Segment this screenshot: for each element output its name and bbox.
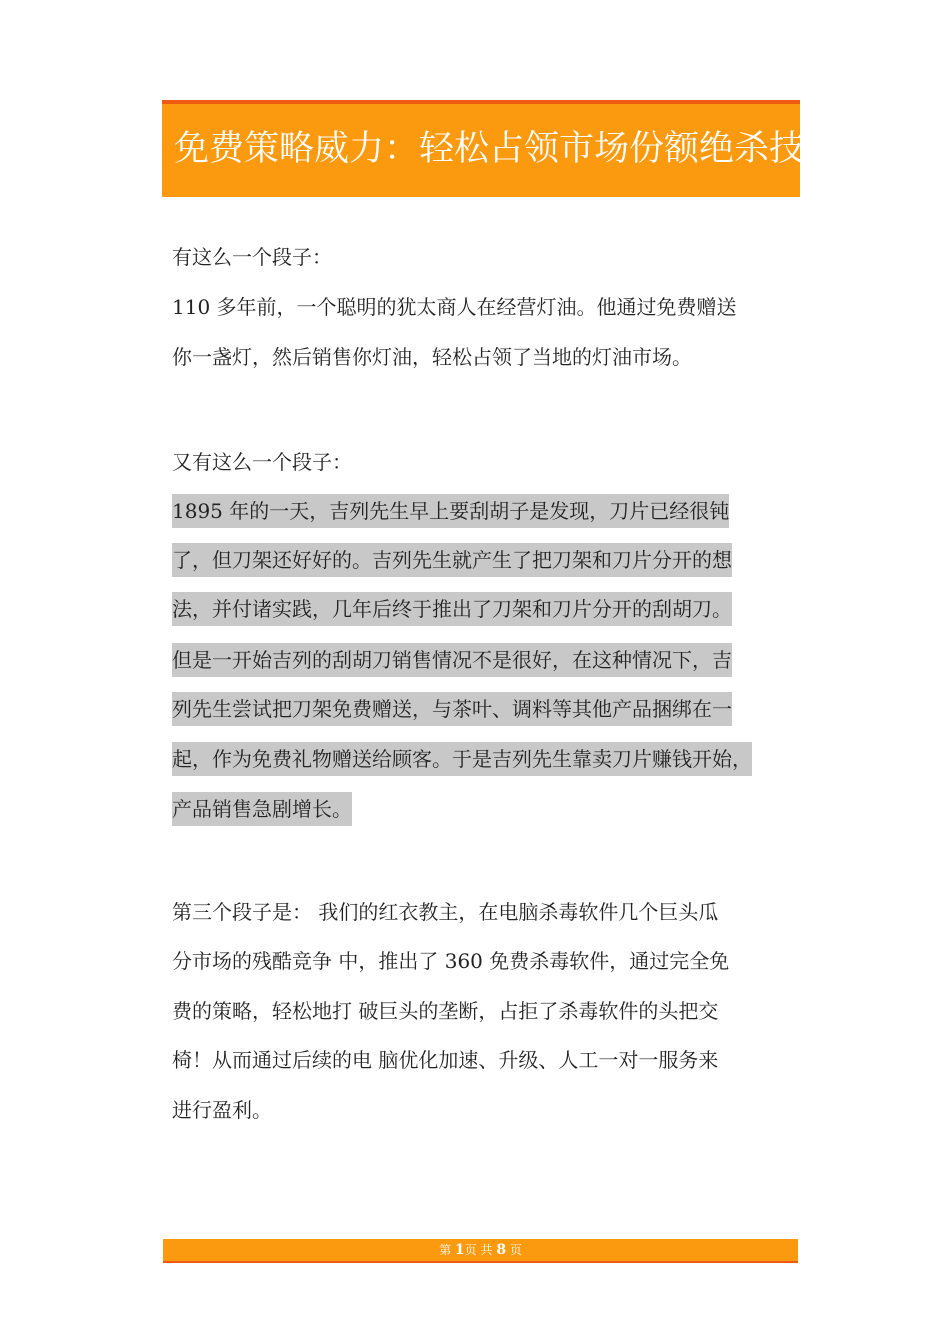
- paragraph-line: 第三个段子是： 我们的红衣教主，在电脑杀毒软件几个巨头瓜: [172, 900, 719, 924]
- current-page-number: 1: [454, 1242, 465, 1258]
- paragraph-line: 进行盈利。: [172, 1098, 272, 1122]
- highlighted-line: 但是一开始吉列的刮胡刀销售情况不是很好，在这种情况下，吉: [172, 643, 732, 677]
- title-banner: [162, 100, 805, 197]
- highlighted-line: 起，作为免费礼物赠送给顾客。于是吉列先生靠卖刀片赚钱开始，: [172, 742, 752, 776]
- paragraph-line: 费的策略，轻松地打 破巨头的垄断，占拒了杀毒软件的头把交: [172, 999, 719, 1023]
- paragraph-line: 110 多年前，一个聪明的犹太商人在经营灯油。他通过免费赠送: [172, 295, 737, 319]
- page-footer: [163, 1239, 798, 1263]
- paragraph-line: 分市场的残酷竞争 中，推出了 360 免费杀毒软件，通过完全免: [172, 949, 730, 973]
- total-pages-number: 8: [496, 1242, 507, 1258]
- highlighted-line: 产品销售急剧增长。: [172, 792, 352, 826]
- paragraph-line: 又有这么一个段子：: [172, 450, 352, 474]
- highlighted-line: 列先生尝试把刀架免费赠送，与茶叶、调料等其他产品捆绑在一: [172, 692, 732, 726]
- highlighted-line: 1895 年的一天，吉列先生早上要刮胡子是发现，刀片已经很钝: [172, 494, 729, 528]
- paragraph-line: 椅！从而通过后续的电 脑优化加速、升级、人工一对一服务来: [172, 1048, 719, 1072]
- footer-middle: 页 共: [464, 1243, 493, 1257]
- footer-suffix: 页: [509, 1243, 522, 1257]
- page-title: 免费策略威力：轻松占领市场份额绝杀技: [174, 129, 805, 169]
- highlighted-line: 了，但刀架还好好的。吉列先生就产生了把刀架和刀片分开的想: [172, 543, 732, 577]
- paragraph-line: 你一盏灯，然后销售你灯油，轻松占领了当地的灯油市场。: [172, 345, 692, 369]
- page-number-indicator: [163, 1241, 798, 1259]
- paragraph-line: 有这么一个段子：: [172, 245, 332, 269]
- highlighted-line: 法，并付诸实践，几年后终于推出了刀架和刀片分开的刮胡刀。: [172, 592, 732, 626]
- footer-prefix: 第: [439, 1243, 452, 1257]
